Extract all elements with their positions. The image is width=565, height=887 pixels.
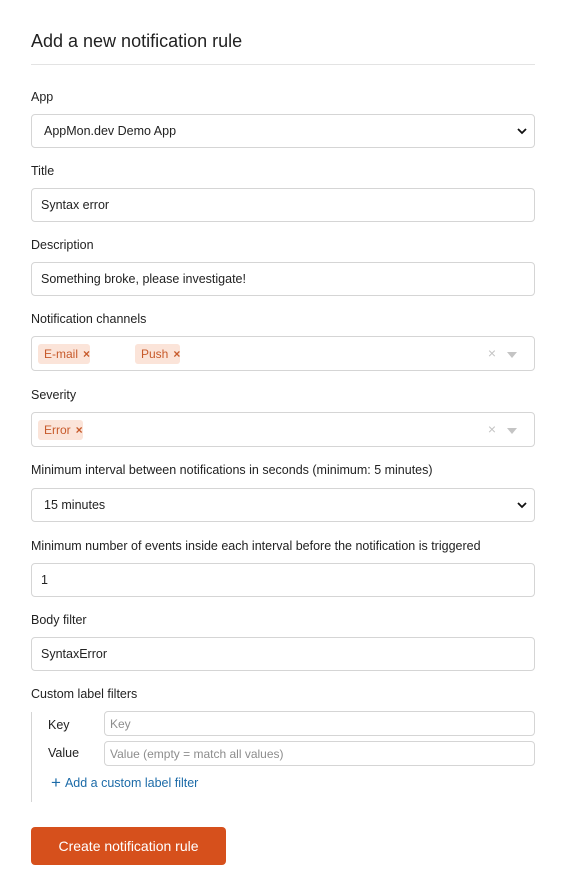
body-filter-input-value: SyntaxError	[41, 647, 107, 661]
severity-label: Severity	[31, 388, 77, 402]
chevron-down-icon	[517, 126, 527, 136]
chip-label: Error	[44, 423, 71, 437]
description-input-value: Something broke, please investigate!	[41, 272, 246, 286]
channels-label: Notification channels	[31, 312, 147, 326]
chip-remove-icon[interactable]: ×	[83, 347, 91, 361]
value-input[interactable]	[104, 741, 535, 766]
title-input[interactable]	[31, 188, 535, 222]
key-label: Key	[48, 718, 70, 732]
chip-remove-icon[interactable]: ×	[173, 347, 181, 361]
description-label: Description	[31, 238, 94, 252]
channels-multiselect[interactable]	[31, 336, 535, 371]
page-title: Add a new notification rule	[31, 31, 243, 51]
min-interval-label: Minimum interval between notifications in seconds (minimum: 5 minutes)	[31, 463, 433, 477]
min-events-label: Minimum number of events inside each interval before the notification is triggered	[31, 539, 481, 553]
dropdown-caret-icon[interactable]	[507, 352, 517, 358]
value-input-field[interactable]	[105, 742, 534, 765]
title-input-value: Syntax error	[41, 198, 110, 212]
body-filter-label: Body filter	[31, 613, 87, 627]
add-custom-label-filter-text: Add a custom label filter	[64, 776, 199, 790]
min-interval-select-value: 15 minutes	[44, 498, 106, 512]
chip-push	[135, 344, 180, 364]
title-divider	[31, 64, 535, 65]
chip-label: E-mail	[44, 347, 79, 361]
key-input[interactable]	[104, 711, 535, 736]
key-input-field[interactable]	[105, 712, 534, 735]
title-label: Title	[31, 164, 55, 178]
custom-label-filters-label: Custom label filters	[31, 687, 138, 701]
clear-selection-icon[interactable]: ×	[487, 345, 496, 361]
app-select[interactable]	[31, 114, 535, 148]
value-label: Value	[48, 746, 80, 760]
chip-error	[38, 420, 83, 440]
severity-multiselect[interactable]	[31, 412, 535, 447]
app-label: App	[31, 90, 54, 104]
min-events-input[interactable]	[31, 563, 535, 597]
chip-email	[38, 344, 90, 364]
chevron-down-icon	[517, 500, 527, 510]
create-notification-rule-button[interactable]: Create notification rule	[31, 827, 226, 865]
plus-icon: +	[51, 773, 61, 792]
dropdown-caret-icon[interactable]	[507, 428, 517, 434]
chip-label: Push	[141, 347, 169, 361]
app-select-value: AppMon.dev Demo App	[44, 124, 177, 138]
body-filter-input[interactable]	[31, 637, 535, 671]
chip-remove-icon[interactable]: ×	[75, 423, 83, 437]
add-custom-label-filter-link[interactable]	[51, 773, 199, 792]
min-events-input-value: 1	[41, 573, 48, 587]
clear-selection-icon[interactable]: ×	[487, 421, 496, 437]
description-input[interactable]	[31, 262, 535, 296]
custom-label-filters-bar	[31, 712, 32, 802]
min-interval-select[interactable]	[31, 488, 535, 522]
